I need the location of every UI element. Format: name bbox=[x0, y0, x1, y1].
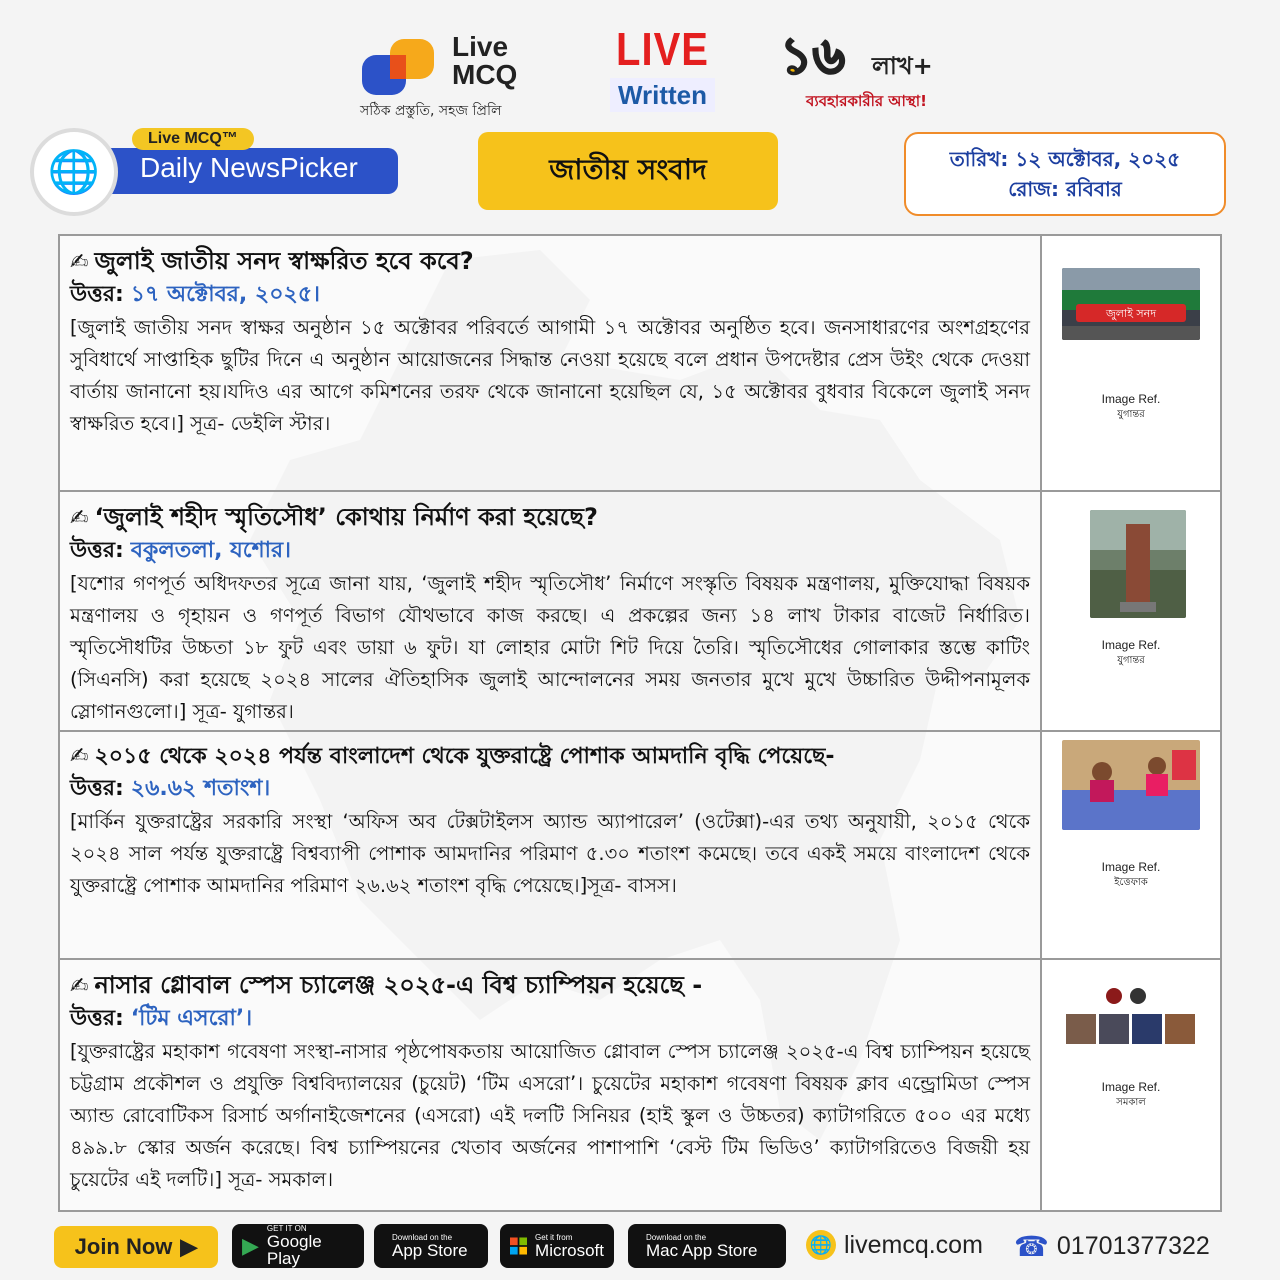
news-photo bbox=[1090, 510, 1186, 618]
news-image-cell bbox=[1042, 960, 1220, 1210]
microsoft-small: Get it from bbox=[535, 1232, 573, 1242]
image-ref-source: ইত্তেফাক bbox=[1114, 877, 1148, 888]
news-table bbox=[58, 234, 1222, 1212]
phone-number: 01701377322 bbox=[1056, 1232, 1210, 1260]
answer-label: উত্তর: bbox=[70, 538, 124, 563]
title-row bbox=[0, 128, 1280, 223]
image-ref bbox=[1042, 1080, 1220, 1110]
app-store-label: App Store bbox=[392, 1240, 468, 1260]
google-play-small: GET IT ON bbox=[266, 1224, 307, 1233]
livemcq-tagline: সঠিক প্রস্তুতি, সহজ প্রিলি bbox=[360, 103, 502, 119]
answer-label: উত্তর: bbox=[70, 776, 124, 801]
brand-header bbox=[0, 24, 1280, 128]
mac-store-label: Mac App Store bbox=[646, 1240, 758, 1260]
image-ref-source: সমকাল bbox=[1116, 1097, 1146, 1108]
news-detail: [যশোর গণপূর্ত অধিদফতর সূত্রে জানা যায়, ‘জুলাই শহীদ স্মৃতিসৌধ’ নির্মাণে সংস্কৃতি বিষয়ক মন্ত্রণালয়, মুক্তিযোদ্ধা বিষয়ক মন্ত্রণালয় ও গৃহায়ন ও গণপূর্ত বিভাগ যৌথভাবে কাজ করছে। এ প্রকল্পের জন্য ১৪ লাখ টাকার বাজেট নির্ধারিত। স্মৃতিসৌধটির উচ্চতা ১৮ ফুট এবং ডায়া ৬ ফুট। যা লোহার মোটা শিট দিয়ে তৈরি। স্মৃতিসৌধের গোলাকার স্তম্ভে কাটিং (সিএনসি) করা হয়েছে ২০২৪ সালের ঐতিহাসিক জুলাই আন্দোলনের সময় জনতার মুখে মুখে উচ্চারিত উদ্দীপনামূলক স্লোগানগুলো।] সূত্র- যুগান্তর। bbox=[70, 572, 1030, 723]
answer bbox=[70, 536, 1030, 566]
image-ref bbox=[1042, 392, 1220, 422]
website-link[interactable] bbox=[806, 1230, 983, 1260]
answer-label: উত্তর: bbox=[70, 1006, 124, 1031]
image-ref-label: Image Ref. bbox=[1101, 860, 1161, 874]
question-text: ২০১৫ থেকে ২০২৪ পর্যন্ত বাংলাদেশ থেকে যুক্তরাষ্ট্রে পোশাক আমদানি বৃদ্ধি পেয়েছে- bbox=[94, 744, 835, 769]
question bbox=[70, 244, 1030, 280]
question bbox=[70, 500, 1030, 536]
answer-value: ২৬.৬২ শতাংশ। bbox=[130, 776, 271, 801]
join-now-button[interactable] bbox=[54, 1226, 218, 1268]
answer bbox=[70, 774, 1030, 804]
news-image-cell bbox=[1042, 492, 1220, 730]
app-store-small: Download on the bbox=[392, 1232, 453, 1242]
date-box bbox=[904, 132, 1226, 216]
image-ref-label: Image Ref. bbox=[1101, 392, 1161, 406]
image-ref-label: Image Ref. bbox=[1101, 1080, 1161, 1094]
news-photo bbox=[1062, 984, 1200, 1054]
question-text: নাসার গ্লোবাল স্পেস চ্যালেঞ্জ ২০২৫-এ বিশ্ব চ্যাম্পিয়ন হয়েছে - bbox=[94, 971, 703, 999]
writing-hand-icon: ✍ bbox=[70, 744, 89, 769]
dnp-title: Daily NewsPicker bbox=[90, 148, 398, 194]
daily-newspicker-logo bbox=[30, 128, 400, 218]
globe-icon: 🌐 bbox=[806, 1230, 836, 1260]
news-text-cell bbox=[60, 492, 1042, 730]
mac-store-small: Download on the bbox=[646, 1232, 707, 1242]
live-written-logo bbox=[610, 24, 715, 118]
news-text-cell bbox=[60, 732, 1042, 958]
news-text-cell bbox=[60, 236, 1042, 490]
image-ref-source: যুগান্তর bbox=[1117, 655, 1145, 666]
users-unit: লাখ+ bbox=[872, 52, 933, 80]
livemcq-logo bbox=[360, 33, 560, 128]
answer-value: ‘টিম এসরো’। bbox=[130, 1006, 253, 1031]
writing-hand-icon: ✍ bbox=[70, 506, 89, 531]
news-image-cell bbox=[1042, 236, 1220, 490]
image-ref bbox=[1042, 860, 1220, 890]
question-text: ‘জুলাই শহীদ স্মৃতিসৌধ’ কোথায় নির্মাণ করা হয়েছে? bbox=[94, 503, 598, 531]
news-detail: [যুক্তরাষ্ট্রের মহাকাশ গবেষণা সংস্থা-নাসার পৃষ্ঠপোষকতায় আয়োজিত গ্লোবাল স্পেস চ্যালেঞ্জ ২০২৫-এ বিশ্ব চ্যাম্পিয়ন হয়েছে চট্টগ্রাম প্রকৌশল ও প্রযুক্তি বিশ্ববিদ্যালয়ের (চুয়েট) ‘টিম এসরো’। চুয়েটের মহাকাশ গবেষণা বিষয়ক ক্লাব এন্ড্রোমিডা স্পেস অ্যান্ড রোবোটিকস রিসার্চ অর্গানাইজেশনের (এসরো) এই দলটি সিনিয়র (হাই স্কুল ও উচ্চতর) ক্যাটাগরিতে ৫০০ এর মধ্যে ৪৯৯.৮ স্কোর অর্জন করেছে। বিশ্ব চ্যাম্পিয়নের খেতাব অর্জনের পাশাপাশি ‘বেস্ট টিম ভিডিও’ ক্যাটাগরিতেও বিজয়ী হয় চুয়েটের এই দলটি।] সূত্র- সমকাল। bbox=[70, 1040, 1030, 1191]
livemcq-word-live: Live bbox=[452, 31, 509, 62]
news-row bbox=[60, 236, 1220, 492]
image-ref-label: Image Ref. bbox=[1101, 638, 1161, 652]
answer-label: উত্তর: bbox=[70, 282, 124, 307]
news-detail: [জুলাই জাতীয় সনদ স্বাক্ষর অনুষ্ঠান ১৫ অক্টোবর পরিবর্তে আগামী ১৭ অক্টোবর অনুষ্ঠিত হবে। জনসাধারণের অংশগ্রহণের সুবিধার্থে সাপ্তাহিক ছুটির দিনে এ অনুষ্ঠান আয়োজনের সিদ্ধান্ত নেওয়া হয়েছে বলে প্রধান উপদেষ্টার প্রেস উইং থেকে দেওয়া বার্তায় জানানো হয়।যদিও এর আগে কমিশনের তরফ থেকে জানানো হয়েছিল যে, ১৫ অক্টোবর বুধবার বিকেলে জুলাই সনদ স্বাক্ষরিত হবে।] সূত্র- ডেইলি স্টার। bbox=[70, 316, 1030, 435]
category-badge: জাতীয় সংবাদ bbox=[478, 132, 778, 210]
dnp-top-label: Live MCQ™ bbox=[132, 128, 254, 150]
news-detail: [মার্কিন যুক্তরাষ্ট্রের সরকারি সংস্থা ‘অফিস অব টেক্সটাইলস অ্যান্ড অ্যাপারেল’ (ওটেক্সা)-এর তথ্য অনুযায়ী, ২০১৫ থেকে ২০২৪ সাল পর্যন্ত যুক্তরাষ্ট্রে বিশ্বব্যাপী পোশাক আমদানির পরিমাণ ৫.৩০ শতাংশ কমেছে। তবে একই সময়ে বাংলাদেশ থেকে যুক্তরাষ্ট্রে পোশাক আমদানির পরিমাণ ২৬.৬২ শতাংশ বৃদ্ধি পেয়েছে।]সূত্র- বাসস। bbox=[70, 810, 1030, 897]
mac-app-store-button[interactable] bbox=[628, 1224, 786, 1268]
question bbox=[70, 740, 1030, 774]
news-photo bbox=[1062, 740, 1200, 830]
writing-hand-icon: ✍ bbox=[70, 974, 89, 999]
google-play-label: Google Play bbox=[266, 1232, 322, 1268]
google-play-button[interactable] bbox=[232, 1224, 364, 1268]
join-now-label: Join Now bbox=[74, 1234, 173, 1259]
google-play-icon: ▶ bbox=[242, 1233, 259, 1258]
answer-value: বকুলতলা, যশোর। bbox=[130, 538, 291, 563]
writing-hand-icon: ✍ bbox=[70, 250, 89, 275]
footer bbox=[0, 1222, 1280, 1272]
microsoft-icon bbox=[510, 1236, 527, 1256]
day-line: রোজ: রবিবার bbox=[1008, 177, 1122, 201]
phone-contact[interactable] bbox=[1014, 1230, 1210, 1263]
website-text: livemcq.com bbox=[844, 1230, 983, 1259]
users-subtitle: ব্যবহারকারীর আস্থা! bbox=[806, 92, 928, 110]
date-line: তারিখ: ১২ অক্টোবর, ২০২৫ bbox=[949, 147, 1181, 171]
written-label: Written bbox=[610, 78, 715, 112]
app-store-button[interactable] bbox=[374, 1224, 488, 1268]
play-triangle-icon: ▶ bbox=[180, 1234, 198, 1259]
globe-icon: 🌐 bbox=[30, 128, 118, 216]
news-text-cell bbox=[60, 960, 1042, 1210]
photo-caption: জুলাই সনদ bbox=[1105, 307, 1157, 320]
livemcq-mark-icon bbox=[360, 37, 440, 97]
users-count: ১৬ bbox=[780, 26, 845, 85]
support-agent-icon: ☎ bbox=[1014, 1231, 1049, 1262]
answer-value: ১৭ অক্টোবর, ২০২৫। bbox=[130, 282, 320, 307]
question bbox=[70, 968, 1030, 1004]
news-row bbox=[60, 492, 1220, 732]
livemcq-word-mcq: MCQ bbox=[452, 59, 518, 90]
question-text: জুলাই জাতীয় সনদ স্বাক্ষরিত হবে কবে? bbox=[94, 247, 474, 275]
live-label: LIVE bbox=[616, 24, 709, 76]
image-ref-source: যুগান্তর bbox=[1117, 409, 1145, 420]
news-photo bbox=[1062, 268, 1200, 340]
news-row bbox=[60, 732, 1220, 960]
users-badge bbox=[780, 28, 980, 118]
answer bbox=[70, 1004, 1030, 1034]
news-image-cell bbox=[1042, 732, 1220, 958]
answer bbox=[70, 280, 1030, 310]
news-row bbox=[60, 960, 1220, 1210]
microsoft-label: Microsoft bbox=[535, 1240, 604, 1260]
microsoft-store-button[interactable] bbox=[500, 1224, 614, 1268]
image-ref bbox=[1042, 638, 1220, 668]
